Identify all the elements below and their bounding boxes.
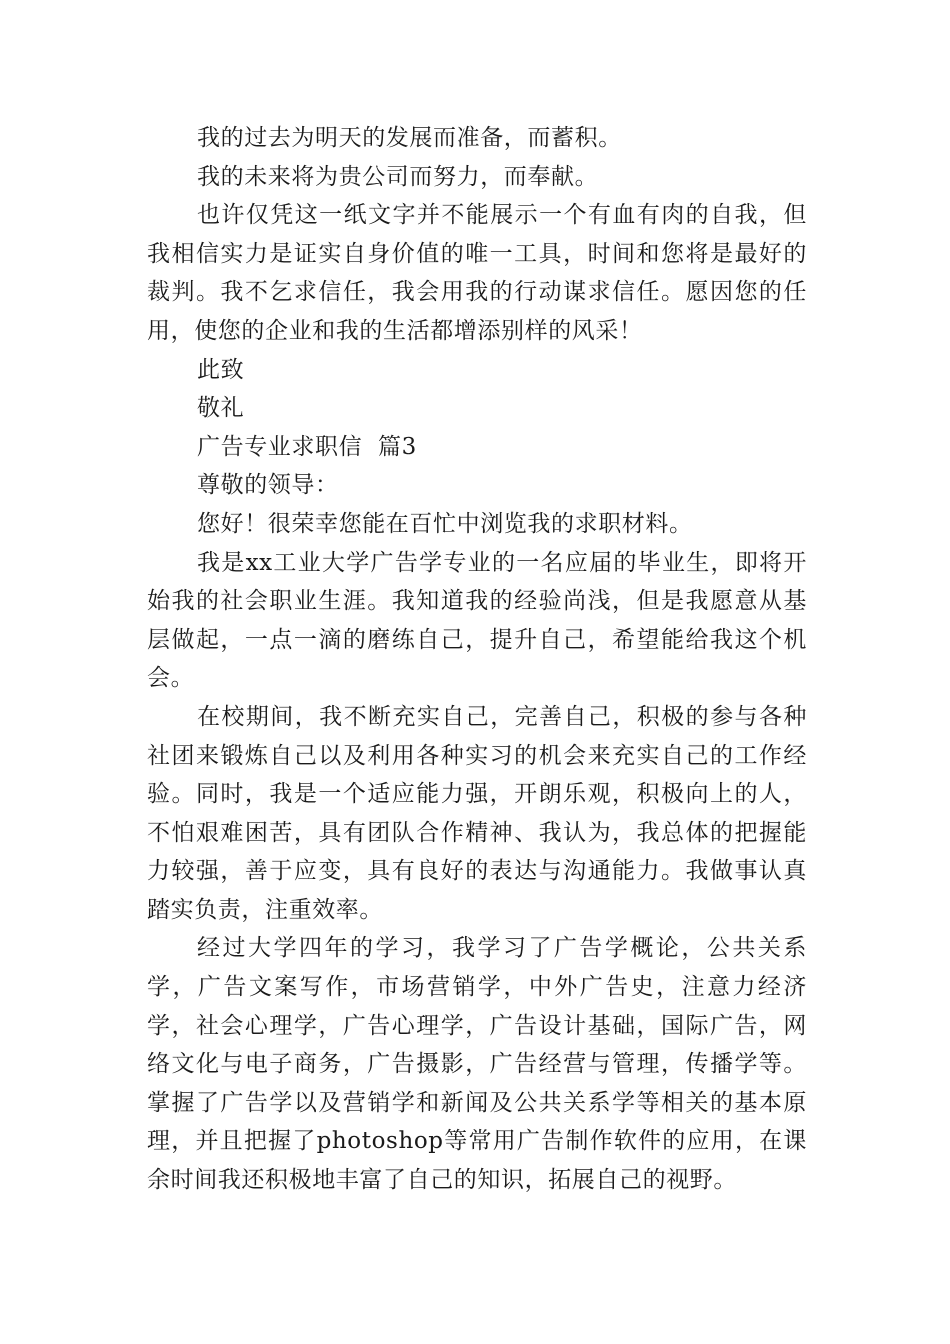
paragraph-studies: 经过大学四年的学习，我学习了广告学概论，公共关系学，广告文案写作，市场营销学，中外广告史，注意力经济学，社会心理学，广告心理学，广告设计基础，国际广告，网络文化与电子商务，广告摄影，广告经营与管理，传播学等。掌握了广告学以及营销学和新闻及公共关系学等相关的基本原理，并且把握了photoshop等常用广告制作软件的应用，在课余时间我还积极地丰富了自己的知识，拓展自己的视野。 bbox=[147, 935, 807, 1194]
closing-regards: 敬礼 bbox=[197, 395, 245, 422]
paragraph-school-experience: 在校期间，我不断充实自己，完善自己，积极的参与各种社团来锻炼自己以及利用各种实习的机会来充实自己的工作经验。同时，我是一个适应能力强，开朗乐观，积极向上的人，不怕艰难困苦，具有团队合作精神、我认为，我总体的把握能力较强，善于应变，具有良好的表达与沟通能力。我做事认真踏实负责，注重效率。 bbox=[147, 703, 807, 923]
opening-line: 您好！很荣幸您能在百忙中浏览我的求职材料。 bbox=[197, 510, 693, 537]
greeting: 尊敬的领导： bbox=[197, 472, 339, 499]
paragraph-introduction: 我是xx工业大学广告学专业的一名应届的毕业生，即将开始我的社会职业生涯。我知道我的经验尚浅，但是我愿意从基层做起，一点一滴的磨练自己，提升自己，希望能给我这个机会。 bbox=[147, 549, 807, 692]
closing-salutation: 此致 bbox=[197, 356, 245, 383]
letter-body bbox=[147, 119, 807, 1200]
section-heading: 广告专业求职信 篇3 bbox=[197, 433, 417, 460]
paragraph-past: 我的过去为明天的发展而准备，而蓄积。 bbox=[197, 125, 622, 151]
paragraph-future: 我的未来将为贵公司而努力，而奉献。 bbox=[197, 163, 599, 190]
paragraph-trust: 也许仅凭这一纸文字并不能展示一个有血有肉的自我，但我相信实力是证实自身价值的唯一工具，时间和您将是最好的裁判。我不乞求信任，我会用我的行动谋求信任。愿因您的任用，使您的企业和我的生活都增添别样的风采！ bbox=[147, 202, 807, 344]
